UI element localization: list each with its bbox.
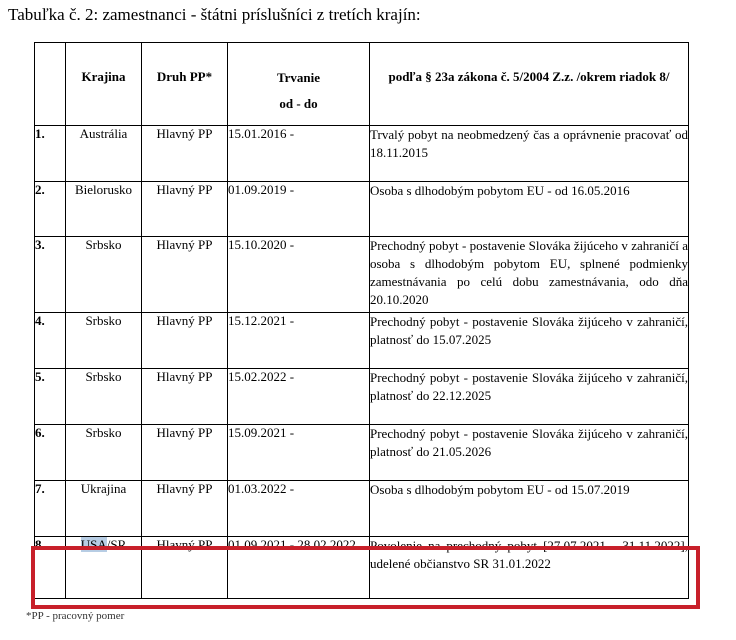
row-description: Prechodný pobyt - postavenie Slováka žijúceho v zahraničí a osoba s dlhodobým pobytom EU, splnené podmienky zamestnávania po celú dobu zamestnávania, odo dňa 20.10.2020 xyxy=(370,237,689,313)
row-country: Bielorusko xyxy=(66,182,142,237)
row-country xyxy=(66,537,142,599)
table-row xyxy=(35,425,689,481)
row-duration: 15.09.2021 - xyxy=(228,425,370,481)
header-country: Krajina xyxy=(66,43,142,126)
header-num xyxy=(35,43,66,126)
row-type: Hlavný PP xyxy=(142,182,228,237)
row-type: Hlavný PP xyxy=(142,126,228,182)
table-header-row xyxy=(35,43,689,126)
row-duration: 15.12.2021 - xyxy=(228,313,370,369)
row-duration: 01.03.2022 - xyxy=(228,481,370,537)
row-country: Srbsko xyxy=(66,425,142,481)
row-duration: 01.09.2019 - xyxy=(228,182,370,237)
table-row xyxy=(35,481,689,537)
footnote: *PP - pracovný pomer xyxy=(26,610,125,622)
row-description: Prechodný pobyt - postavenie Slováka žijúceho v zahraničí, platnosť do 22.12.2025 xyxy=(370,369,689,425)
row-country: Srbsko xyxy=(66,369,142,425)
row-type: Hlavný PP xyxy=(142,481,228,537)
row-number: 5. xyxy=(35,369,66,425)
row-description: Osoba s dlhodobým pobytom EU - od 15.07.2019 xyxy=(370,481,689,537)
row-number: 4. xyxy=(35,313,66,369)
row-description: Osoba s dlhodobým pobytom EU - od 16.05.2016 xyxy=(370,182,689,237)
table-row xyxy=(35,182,689,237)
row-type: Hlavný PP xyxy=(142,369,228,425)
row-duration: 15.01.2016 - xyxy=(228,126,370,182)
row-number: 2. xyxy=(35,182,66,237)
row-number: 8. xyxy=(35,537,66,599)
row-country: Ukrajina xyxy=(66,481,142,537)
header-description: podľa § 23a zákona č. 5/2004 Z.z. /okrem riadok 8/ xyxy=(370,43,689,126)
row-country: Srbsko xyxy=(66,313,142,369)
row-country: Srbsko xyxy=(66,237,142,313)
employees-table xyxy=(34,42,689,599)
header-type: Druh PP* xyxy=(142,43,228,126)
row-duration: 15.02.2022 - xyxy=(228,369,370,425)
row-country: Austrália xyxy=(66,126,142,182)
row-type: Hlavný PP xyxy=(142,537,228,599)
table-row xyxy=(35,237,689,313)
row-number: 1. xyxy=(35,126,66,182)
table-row-highlighted xyxy=(35,537,689,599)
row-number: 6. xyxy=(35,425,66,481)
row-description: Povolenie na prechodný pobyt [27.07.2021 - 31.11.2022], udelené občianstvo SR 31.01.2022 xyxy=(370,537,689,599)
row-duration: 15.10.2020 - xyxy=(228,237,370,313)
header-duration-line2: od - do xyxy=(279,96,318,111)
table-row xyxy=(35,369,689,425)
row-type: Hlavný PP xyxy=(142,237,228,313)
row-number: 7. xyxy=(35,481,66,537)
row-type: Hlavný PP xyxy=(142,425,228,481)
country-text-highlight: USA xyxy=(80,537,107,552)
table-caption: Tabuľka č. 2: zamestnanci - štátni príslušníci z tretích krajín: xyxy=(8,5,421,24)
header-duration xyxy=(228,43,370,126)
country-text-rest: /SR xyxy=(106,537,127,552)
row-number: 3. xyxy=(35,237,66,313)
header-duration-line1: Trvanie xyxy=(276,70,321,85)
table-row xyxy=(35,313,689,369)
row-type: Hlavný PP xyxy=(142,313,228,369)
row-description: Trvalý pobyt na neobmedzený čas a oprávnenie pracovať od 18.11.2015 xyxy=(370,126,689,182)
row-description: Prechodný pobyt - postavenie Slováka žijúceho v zahraničí, platnosť do 15.07.2025 xyxy=(370,313,689,369)
row-description: Prechodný pobyt - postavenie Slováka žijúceho v zahraničí, platnosť do 21.05.2026 xyxy=(370,425,689,481)
row-duration: 01.09.2021 - 28.02.2022 xyxy=(228,537,370,599)
table-row xyxy=(35,126,689,182)
